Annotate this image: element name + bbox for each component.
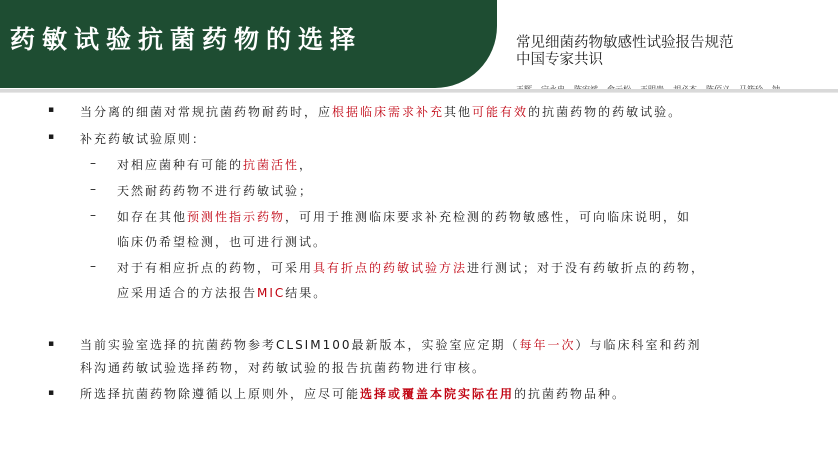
bullet-icon: ▪ [48,339,55,349]
paragraph-4 [80,385,626,402]
slide-title: 药敏试验抗菌药物的选择 [10,25,363,54]
bullet-icon: ▪ [48,105,55,115]
paragraph-1 [80,103,682,120]
highlight-text: MIC [257,286,286,300]
paragraph-2: 补充药敏试验原则： [80,132,207,146]
sub-item-4 [117,259,705,276]
paragraph-3-line2: 科沟通药敏试验选择药物，对药敏试验的报告抗菌药物进行审核。 [80,361,487,375]
highlight-text: 抗菌活性 [243,158,300,172]
highlight-text: 具有折点的药敏试验方法 [313,261,468,275]
bullet-icon: ▪ [48,132,55,142]
reference-title [516,35,734,69]
dash-icon: – [90,208,96,222]
bullet-icon: ▪ [48,388,55,398]
text: 对于有相应折点的药物，可采用 [117,261,314,275]
reference-title-line1: 常见细菌药物敏感性试验报告规范 [516,35,734,51]
sub-item-4-line2 [117,284,327,301]
dash-icon: – [90,182,96,196]
highlight-text: 预测性指示药物 [187,210,286,224]
text: 应采用适合的方法报告 [117,286,258,300]
text: ， [299,158,314,172]
dash-icon: – [90,259,96,273]
sub-item-3-line2: 临床仍希望检测，也可进行测试。 [117,235,328,249]
highlight-text: 可能有效 [472,105,529,119]
text: 结果。 [285,286,328,300]
text: 对相应菌种有可能的 [117,158,244,172]
text: ）与临床科室和药剂 [575,338,702,352]
highlight-text: 根据临床需求补充 [332,105,445,119]
sub-item-2: 天然耐药药物不进行药敏试验； [117,184,314,198]
text: ，可用于推测临床要求补充检测的药物敏感性，可向临床说明，如 [285,210,692,224]
highlight-text: 选择或覆盖本院实际在用 [360,387,515,401]
text: 的抗菌药物的药敏试验。 [528,105,683,119]
text: 的抗菌药物品种。 [514,387,627,401]
header-divider-shadow [0,92,838,93]
text: 进行测试；对于没有药敏折点的药物， [467,261,706,275]
highlight-text: 每年一次 [519,338,576,352]
text: 当前实验室选择的抗菌药物参考CLSIM100最新版本，实验室应定期（ [80,338,520,352]
reference-title-line2: 中国专家共识 [516,52,603,68]
dash-icon: – [90,156,96,170]
text: 当分离的细菌对常规抗菌药物耐药时，应 [80,105,333,119]
text: 所选择抗菌药物除遵循以上原则外，应尽可能 [80,387,361,401]
title-banner [0,0,497,88]
paragraph-3 [80,336,702,353]
text: 如存在其他 [117,210,188,224]
text: 其他 [444,105,473,119]
sub-item-1 [117,156,313,173]
reference-clipping [500,0,838,92]
sub-item-3 [117,208,691,225]
